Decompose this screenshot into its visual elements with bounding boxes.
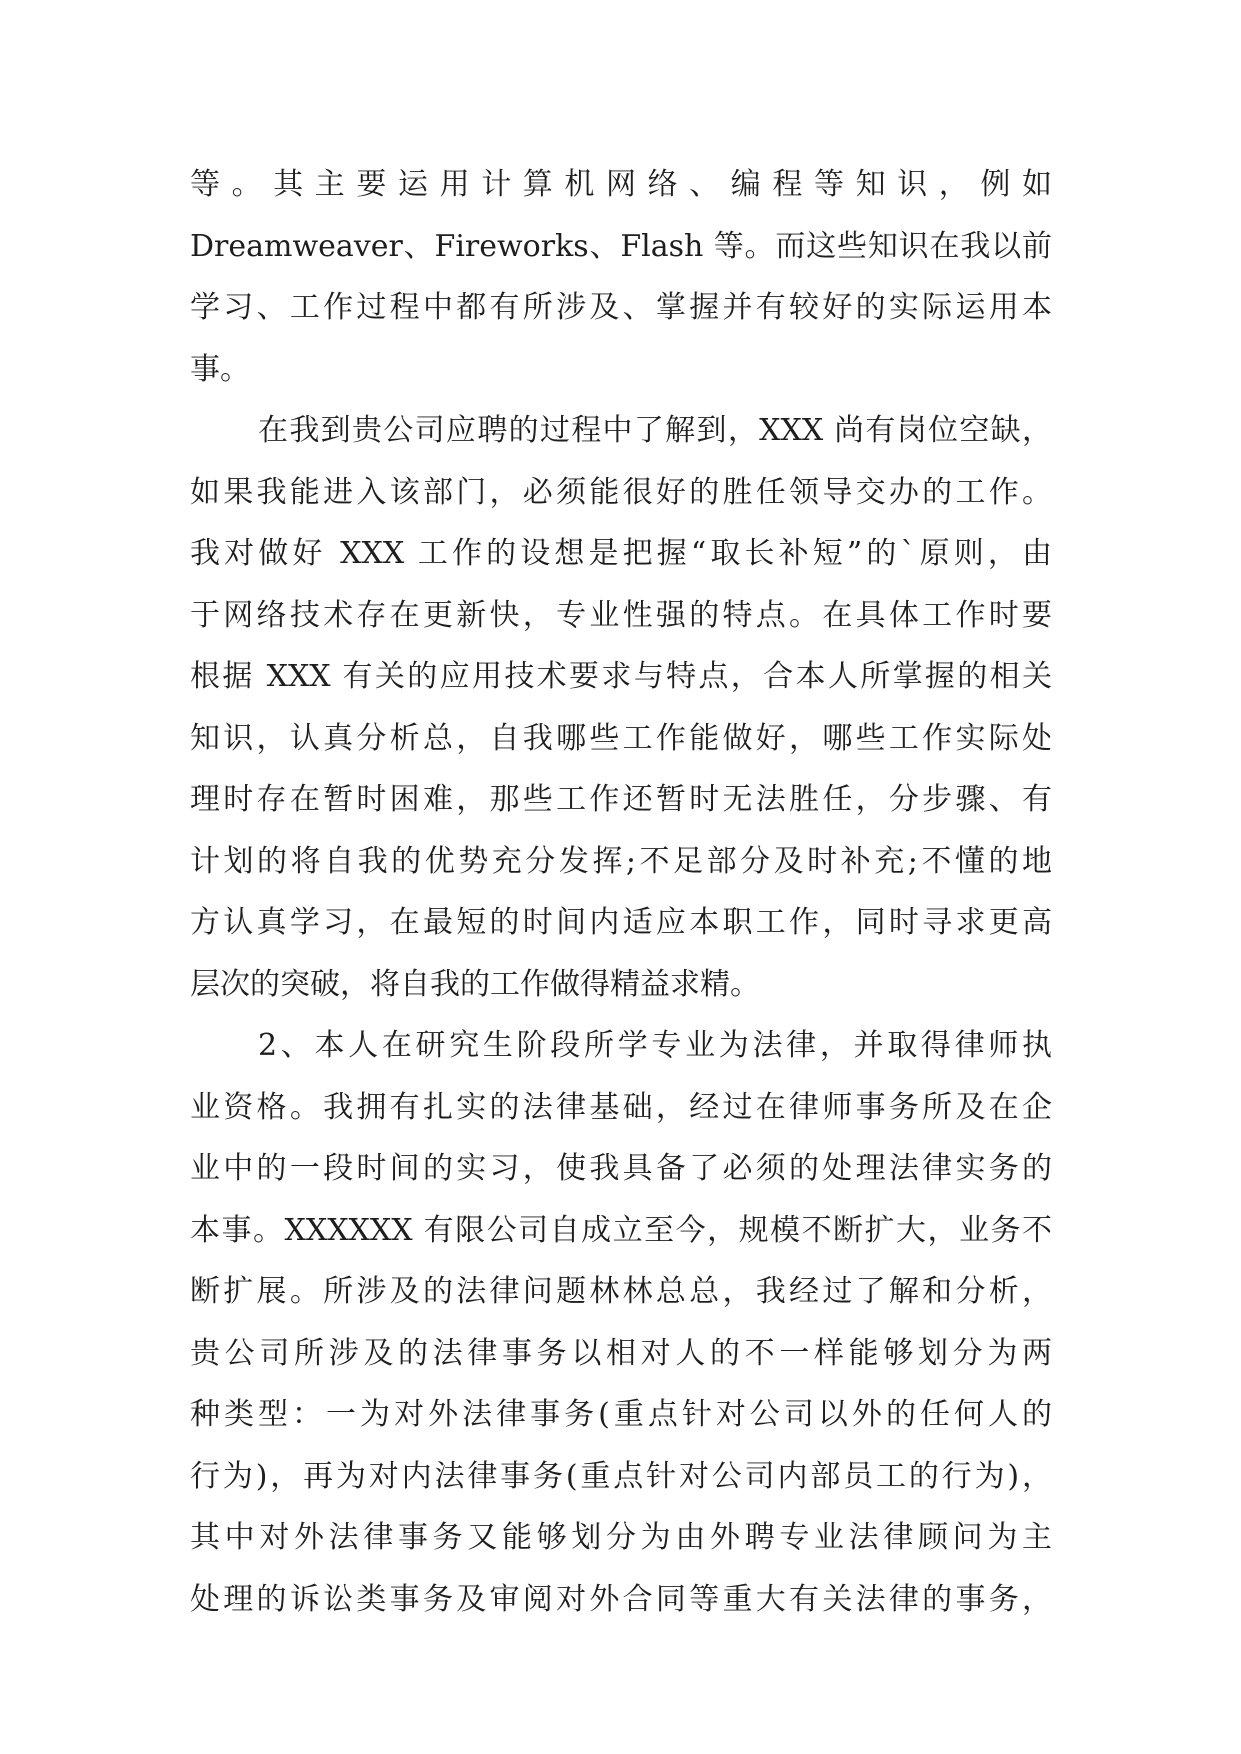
text-line: 知识，认真分析总，自我哪些工作能做好，哪些工作实际处 [190,720,1052,756]
text-line: 我对做好 XXX 工作的设想是把握“取长补短”的`原则，由 [190,536,1052,571]
text-line: 行为)，再为对内法律事务(重点针对公司内部员工的行为)， [190,1458,1052,1494]
text-line: Dreamweaver、Fireworks、Flash 等。而这些知识在我以前 [190,228,1052,264]
text-line: 本事。XXXXXX 有限公司自成立至今，规模不断扩大，业务不 [190,1212,1052,1248]
document-page [190,154,1052,1630]
text-line: 等。其主要运用计算机网络、编程等知识，例如 [190,167,1052,202]
text-line: 层次的突破，将自我的工作做得精益求精。 [190,966,760,1002]
text-line: 理时存在暂时困难，那些工作还暂时无法胜任，分步骤、有 [190,782,1052,817]
text-line: 种类型：一为对外法律事务(重点针对公司以外的任何人的 [190,1397,1052,1432]
text-line: 其中对外法律事务又能够划分为由外聘专业法律顾问为主 [190,1520,1052,1555]
text-line: 根据 XXX 有关的应用技术要求与特点，合本人所掌握的相关 [190,659,1052,694]
paragraph-first-line: 在我到贵公司应聘的过程中了解到，XXX 尚有岗位空缺， [258,413,1052,448]
text-line: 方认真学习，在最短的时间内适应本职工作，同时寻求更高 [190,905,1052,940]
text-line: 业资格。我拥有扎实的法律基础，经过在律师事务所及在企 [190,1089,1052,1125]
paragraph-first-line: 2、本人在研究生阶段所学专业为法律，并取得律师执 [258,1028,1052,1063]
text-line: 如果我能进入该部门，必须能很好的胜任领导交办的工作。 [190,474,1052,510]
text-line: 于网络技术存在更新快，专业性强的特点。在具体工作时要 [190,597,1052,633]
text-line: 事。 [190,351,250,387]
text-line: 处理的诉讼类事务及审阅对外合同等重大有关法律的事务， [190,1581,1052,1617]
text-line: 学习、工作过程中都有所涉及、掌握并有较好的实际运用本 [190,290,1052,325]
text-line: 业中的一段时间的实习，使我具备了必须的处理法律实务的 [190,1151,1052,1186]
text-line: 贵公司所涉及的法律事务以相对人的不一样能够划分为两 [190,1335,1052,1371]
text-line: 计划的将自我的优势充分发挥;不足部分及时补充;不懂的地 [190,843,1052,879]
text-line: 断扩展。所涉及的法律问题林林总总，我经过了解和分析， [190,1274,1052,1309]
